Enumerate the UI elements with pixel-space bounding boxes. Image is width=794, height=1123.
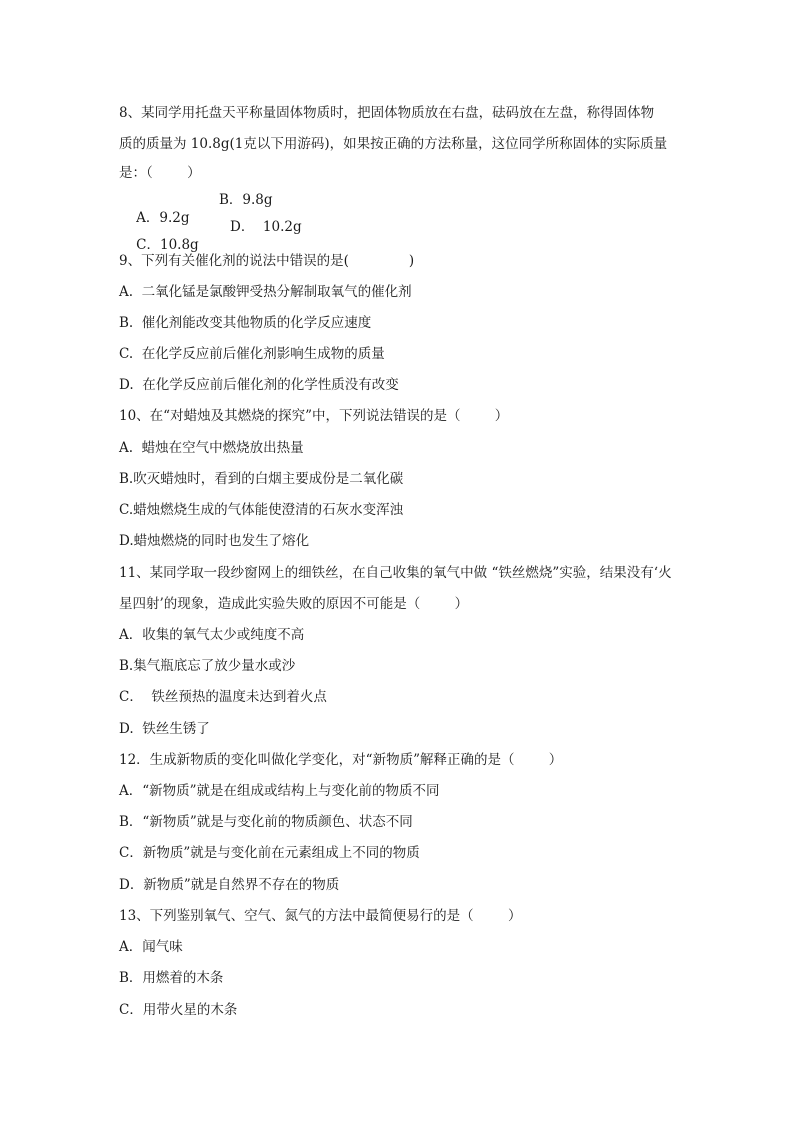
q11-option-b: B.集气瓶底忘了放少量水或沙: [119, 658, 296, 674]
q9-stem: 9、下列有关催化剂的说法中错误的是( ): [119, 253, 415, 269]
q10-option-a: A. 蜡烛在空气中燃烧放出热量: [119, 440, 304, 456]
q12-option-b: B．“新物质”就是与变化前的物质颜色、状态不同: [119, 814, 413, 830]
q8-stem-line3: 是：（ ）: [119, 165, 201, 181]
q8-option-d: D． 10.2g: [230, 219, 302, 235]
q9-option-a: A. 二氧化锰是氯酸钾受热分解制取氧气的催化剂: [119, 284, 412, 300]
q8-stem-line2: 质的质量为 10.8g(1克以下用游码)，如果按正确的方法称量，这位同学所称固体的实际质量: [119, 136, 668, 152]
q13-option-b: B．用燃着的木条: [119, 970, 224, 986]
q11-stem-line2: 星四射’的现象，造成此实验失败的原因不可能是（ ）: [119, 596, 469, 612]
q8-option-a: A．9.2g: [136, 210, 190, 226]
q13-option-c: C．用带火星的木条: [119, 1002, 238, 1018]
q8-stem-line1: 8、某同学用托盘天平称量固体物质时，把固体物质放在右盘，砝码放在左盘，称得固体物: [119, 105, 655, 121]
q13-option-a: A．闻气味: [119, 939, 183, 955]
q10-stem: 10、在“对蜡烛及其燃烧的探究”中，下列说法错误的是（ ）: [119, 408, 509, 424]
q11-option-c: C． 铁丝预热的温度未达到着火点: [119, 689, 327, 705]
q9-option-d: D. 在化学反应前后催化剂的化学性质没有改变: [119, 377, 399, 393]
q12-option-c: C．新物质”就是与变化前在元素组成上不同的物质: [119, 845, 420, 861]
q12-stem: 12．生成新物质的变化叫做化学变化，对“新物质”解释正确的是（ ）: [119, 752, 563, 768]
q8-option-b: B．9.8g: [219, 192, 273, 208]
q9-option-b: B. 催化剂能改变其他物质的化学反应速度: [119, 315, 372, 331]
q12-option-a: A．“新物质”就是在组成或结构上与变化前的物质不同: [119, 783, 440, 799]
q12-option-d: D．新物质”就是自然界不存在的物质: [119, 877, 340, 893]
q10-option-d: D.蜡烛燃烧的同时也发生了熔化: [119, 533, 310, 549]
q11-option-d: D. 铁丝生锈了: [119, 721, 210, 737]
q11-stem-line1: 11、某同学取一段纱窗网上的细铁丝，在自己收集的氧气中做 “铁丝燃烧”实验，结果没有‘火: [119, 565, 672, 581]
q11-option-a: A．收集的氧气太少或纯度不高: [119, 627, 305, 643]
q13-stem: 13、下列鉴别氧气、空气、氮气的方法中最简便易行的是（ ）: [119, 908, 522, 924]
q10-option-b: B.吹灭蜡烛时，看到的白烟主要成份是二氧化碳: [119, 471, 404, 487]
q9-option-c: C. 在化学反应前后催化剂影响生成物的质量: [119, 346, 385, 362]
q10-option-c: C.蜡烛燃烧生成的气体能使澄清的石灰水变浑浊: [119, 502, 404, 518]
q8-option-c: C．10.8g: [136, 237, 199, 253]
